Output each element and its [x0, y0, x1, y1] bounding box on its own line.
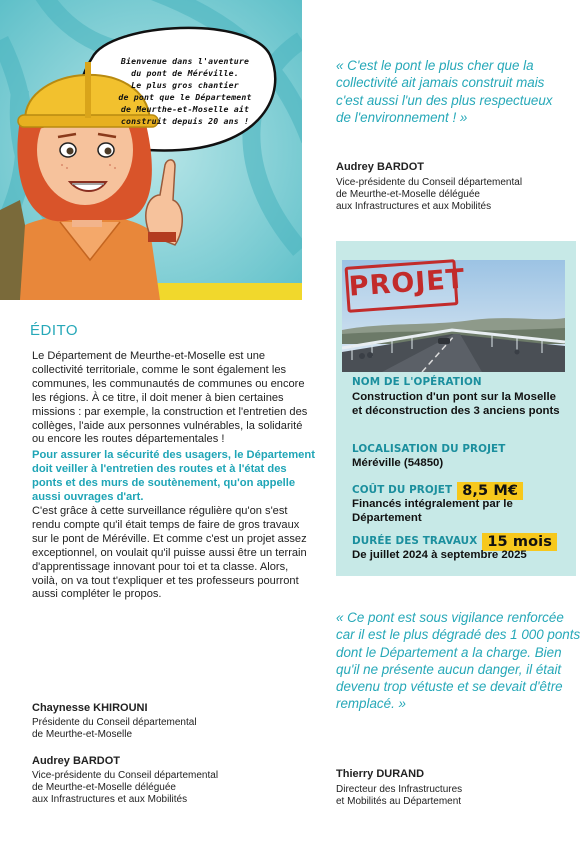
edito-intro: Le Département de Meurthe-et-Moselle est une collectivité territoriale, comme le sont également les communes, les communautés de communes ou encore les régions. À ce titre, il doit mener à bien certaines missions : par exemple, la construction et l'entretien des collèges, l'aide aux personnes vulnérables, la solidarité ou encore les routes départementales !	[32, 350, 308, 446]
edito-highlight: Pour assurer la sécurité des usagers, le Département doit veiller à l'entretien des routes et à l'état des ponts et des murs de soutènement, qu'on appelle aussi ouvrages d'art.	[32, 449, 315, 504]
signature-vice-president	[32, 755, 312, 806]
quote-author-role: de Meurthe-et-Moselle déléguée	[336, 189, 480, 200]
quote-author-name: Thierry DURAND	[336, 768, 425, 780]
edito-heading: ÉDITO	[30, 322, 79, 339]
quote-author-name: Audrey BARDOT	[336, 161, 425, 173]
location-value: Méréville (54850)	[352, 457, 444, 469]
hero-illustration	[0, 0, 302, 300]
signature-role: aux Infrastructures et aux Mobilités	[32, 794, 188, 805]
edito-body: C'est grâce à cette surveillance régulière qu'on s'est rendu compte qu'il était temps de faire de gros travaux sur le pont de Méréville. Et comme c'est un projet assez exceptionnel, on voulait qu'il puisse aussi être un terrain d'apprentissage innovant pour toi et ta classe. Alors, voilà, on va tout t'expliquer et tes professeurs pourront aussi compléter le propos.	[32, 504, 307, 601]
edito-text	[32, 350, 317, 602]
signature-president	[32, 702, 312, 741]
cost-note: Financés intégralement par le Département	[352, 498, 513, 524]
signature-name: Audrey BARDOT	[32, 755, 121, 767]
signature-name: Chaynesse KHIROUNI	[32, 702, 148, 714]
cost-label: COÛT DU PROJET	[352, 484, 453, 496]
quote-durand: « Ce pont est sous vigilance renforcée car il est le plus dégradé des 1 000 ponts dont le Département a la charge. Bien qu'il ne présente aucun danger, il était devenu trop vétuste et se devait d'être remplacé. »	[336, 610, 581, 712]
bubble-line: Le plus gros chantier	[131, 80, 239, 90]
operation-value: Construction d'un pont sur la Moselle et déconstruction des 3 anciens ponts	[352, 391, 560, 417]
quote-durand-signature	[336, 768, 566, 808]
quote-author-role: et Mobilités au Département	[336, 796, 462, 807]
bubble-line: construit depuis 20 ans !	[120, 116, 250, 126]
speech-bubble-text	[100, 55, 270, 127]
quote-author-role: Directeur des Infrastructures	[336, 784, 463, 795]
quote-author-role: Vice-présidente du Conseil départemental	[336, 177, 523, 188]
bubble-line: de Meurthe-et-Moselle ait	[120, 104, 250, 114]
quote-bardot-signature	[336, 161, 566, 213]
signature-role: Vice-présidente du Conseil départemental	[32, 770, 219, 781]
signature-role: de Meurthe-et-Moselle	[32, 729, 133, 740]
projet-stamp: PROJET	[345, 259, 459, 313]
bubble-line: de pont que le Département	[118, 92, 252, 102]
cost-value-badge: 8,5 M€	[457, 482, 523, 500]
duration-label: DURÉE DES TRAVAUX	[352, 535, 478, 547]
duration-note: De juillet 2024 à septembre 2025	[352, 549, 527, 561]
bubble-line: du pont de Méréville.	[131, 68, 239, 78]
quote-author-role: aux Infrastructures et aux Mobilités	[336, 201, 492, 212]
quote-bardot: « C'est le pont le plus cher que la collectivité ait jamais construit mais c'est aussi l'un des plus respectueux de l'environnement ! »	[336, 58, 553, 125]
duration-value-badge: 15 mois	[482, 533, 557, 551]
operation-label: NOM DE L'OPÉRATION	[352, 376, 482, 388]
comic-character-illustration	[0, 0, 302, 300]
location-label: LOCALISATION DU PROJET	[352, 443, 506, 455]
signature-role: de Meurthe-et-Moselle déléguée	[32, 782, 176, 793]
signature-role: Présidente du Conseil départemental	[32, 717, 197, 728]
bubble-line: Bienvenue dans l'aventure	[120, 56, 250, 66]
